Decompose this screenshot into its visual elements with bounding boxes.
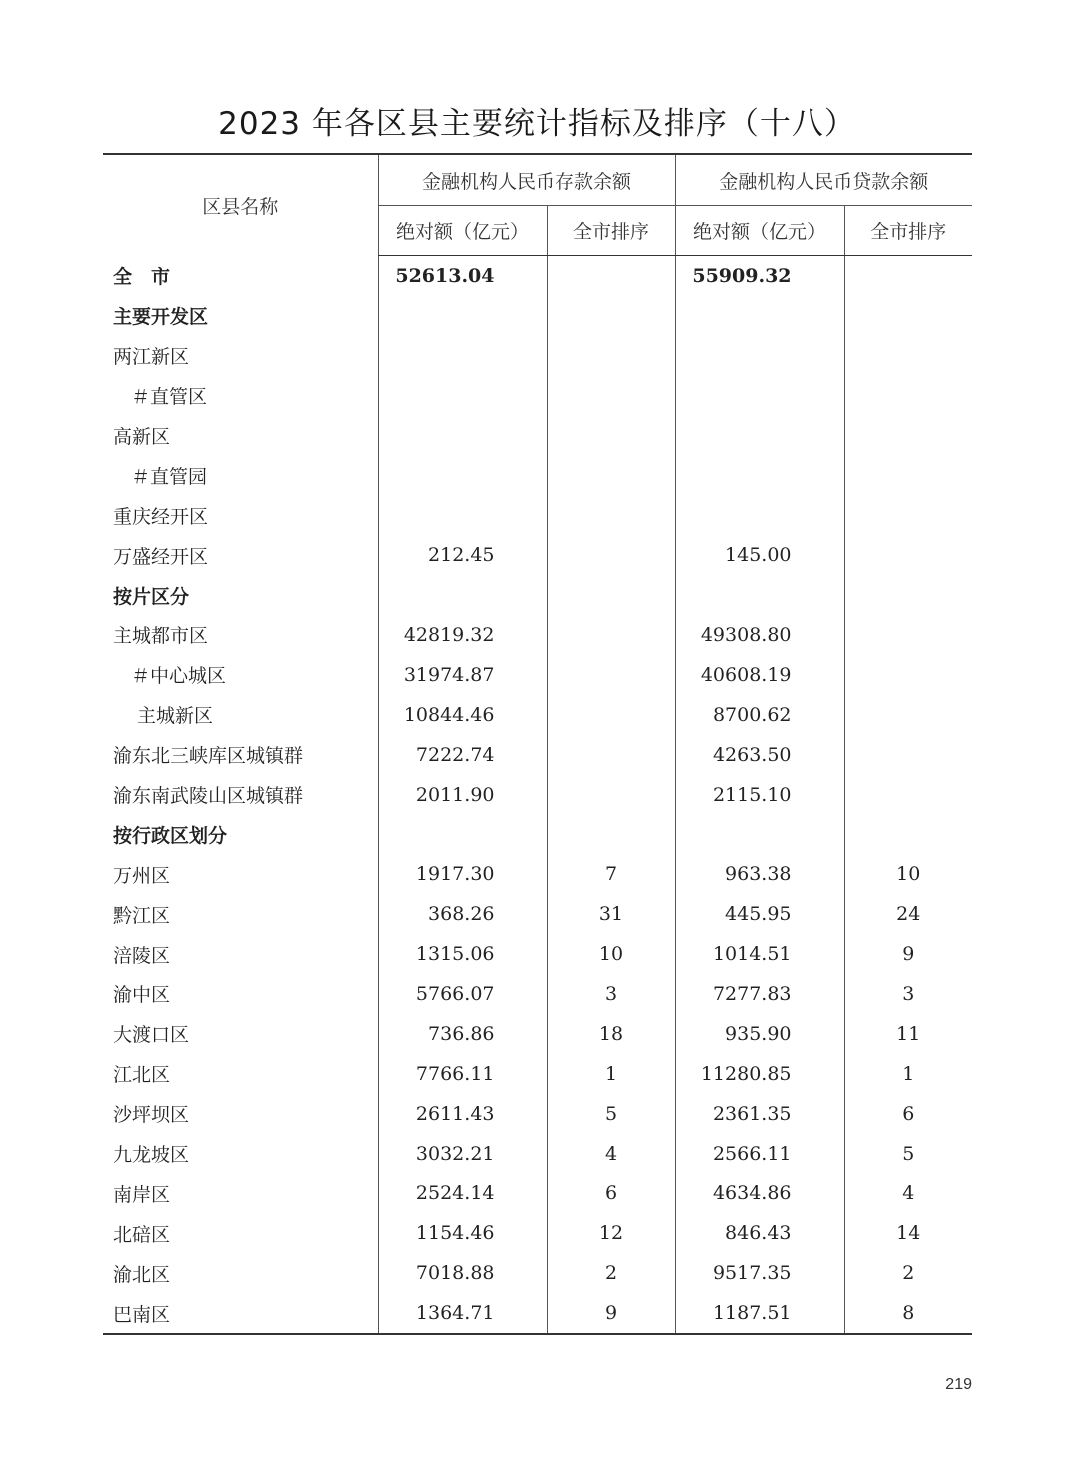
deposit-rank-cell (547, 455, 675, 495)
loan-amount-cell: 40608.19 (675, 655, 844, 695)
deposit-rank-cell (547, 575, 675, 615)
loan-group-header: 金融机构人民币贷款余额 (675, 154, 972, 206)
loan-rank-cell (844, 814, 972, 854)
deposit-rank-cell: 12 (547, 1213, 675, 1253)
loan-rank-cell: 3 (844, 974, 972, 1014)
loan-amount-cell (675, 416, 844, 456)
loan-amount-cell: 445.95 (675, 894, 844, 934)
deposit-amount-cell: 7018.88 (378, 1253, 547, 1293)
deposit-rank-cell (547, 535, 675, 575)
deposit-amount-cell: 52613.04 (378, 256, 547, 296)
deposit-amount-cell (378, 455, 547, 495)
loan-rank-cell (844, 655, 972, 695)
district-name-cell: 渝东北三峡库区城镇群 (113, 745, 304, 768)
loan-amount-cell: 4263.50 (675, 735, 844, 775)
loan-rank-cell: 1 (844, 1054, 972, 1094)
loan-rank-cell (844, 296, 972, 336)
deposit-rank-cell: 7 (547, 854, 675, 894)
loan-rank-cell (844, 455, 972, 495)
deposit-rank-cell: 6 (547, 1173, 675, 1213)
loan-rank-header: 全市排序 (844, 206, 972, 256)
district-name-cell: 主城都市区 (113, 625, 209, 648)
loan-amount-cell: 4634.86 (675, 1173, 844, 1213)
deposit-rank-cell (547, 814, 675, 854)
loan-rank-cell: 9 (844, 934, 972, 974)
deposit-amount-cell: 2524.14 (378, 1173, 547, 1213)
district-name-cell: 按行政区划分 (113, 824, 228, 847)
district-name-cell: 南岸区 (113, 1183, 171, 1206)
deposit-amount-cell: 7766.11 (378, 1054, 547, 1094)
loan-rank-cell: 5 (844, 1134, 972, 1174)
district-name-cell: 主城新区 (137, 705, 214, 728)
loan-amount-cell: 2115.10 (675, 775, 844, 815)
table-row (103, 854, 972, 894)
deposit-rank-cell (547, 296, 675, 336)
district-name-cell: 主要开发区 (113, 306, 209, 329)
loan-amount-cell: 8700.62 (675, 695, 844, 735)
table-row (103, 535, 972, 575)
deposit-rank-cell: 31 (547, 894, 675, 934)
deposit-amount-cell: 31974.87 (378, 655, 547, 695)
loan-abs-header: 绝对额（亿元） (675, 206, 844, 256)
table-row (103, 775, 972, 815)
loan-rank-cell (844, 735, 972, 775)
district-name-cell: ＃直管园 (131, 465, 208, 488)
loan-amount-cell (675, 814, 844, 854)
deposit-rank-cell (547, 336, 675, 376)
district-name-cell: 渝东南武陵山区城镇群 (113, 785, 304, 808)
district-name-cell: 北碚区 (113, 1223, 171, 1246)
district-name-cell: 按片区分 (113, 585, 190, 608)
loan-amount-cell (675, 376, 844, 416)
loan-rank-cell: 11 (844, 1014, 972, 1054)
table-row (103, 974, 972, 1014)
deposit-amount-cell: 1315.06 (378, 934, 547, 974)
loan-rank-cell (844, 336, 972, 376)
loan-rank-cell: 2 (844, 1253, 972, 1293)
table-row (103, 1293, 972, 1334)
district-name-cell: 两江新区 (113, 346, 190, 369)
loan-rank-cell: 4 (844, 1173, 972, 1213)
district-name-cell: ＃中心城区 (131, 665, 227, 688)
deposit-rank-cell: 1 (547, 1054, 675, 1094)
table-row (103, 416, 972, 456)
loan-amount-cell (675, 336, 844, 376)
loan-amount-cell (675, 296, 844, 336)
district-name-cell: 九龙坡区 (113, 1144, 190, 1167)
table-row (103, 695, 972, 735)
loan-rank-cell (844, 695, 972, 735)
deposit-amount-cell: 7222.74 (378, 735, 547, 775)
deposit-amount-cell: 2011.90 (378, 775, 547, 815)
deposit-amount-cell: 1154.46 (378, 1213, 547, 1253)
table-row (103, 1054, 972, 1094)
deposit-amount-cell: 10844.46 (378, 695, 547, 735)
table-row (103, 814, 972, 854)
deposit-rank-cell: 2 (547, 1253, 675, 1293)
table-row (103, 455, 972, 495)
loan-rank-cell (844, 575, 972, 615)
page-title: 2023 年各区县主要统计指标及排序（十八） (218, 106, 856, 142)
district-name-cell: 涪陵区 (113, 944, 171, 967)
loan-rank-cell: 8 (844, 1293, 972, 1334)
district-name-cell: 沙坪坝区 (113, 1104, 190, 1127)
table-row (103, 1173, 972, 1213)
district-name-cell: 高新区 (113, 426, 171, 448)
deposit-rank-header: 全市排序 (547, 206, 675, 256)
district-name-cell: 黔江区 (113, 904, 171, 927)
loan-rank-cell (844, 775, 972, 815)
deposit-rank-cell: 10 (547, 934, 675, 974)
loan-amount-cell: 145.00 (675, 535, 844, 575)
deposit-amount-cell: 1364.71 (378, 1293, 547, 1334)
loan-rank-cell: 14 (844, 1213, 972, 1253)
loan-amount-cell: 846.43 (675, 1213, 844, 1253)
district-name-cell: 巴南区 (103, 1293, 378, 1334)
loan-amount-cell: 2361.35 (675, 1094, 844, 1134)
table-body (103, 256, 972, 1335)
table-row (103, 336, 972, 376)
deposit-amount-cell: 2611.43 (378, 1094, 547, 1134)
deposit-rank-cell: 4 (547, 1134, 675, 1174)
loan-amount-cell: 1187.51 (675, 1293, 844, 1334)
district-name-header: 区县名称 (103, 154, 378, 256)
loan-amount-cell: 9517.35 (675, 1253, 844, 1293)
table-row (103, 615, 972, 655)
deposit-rank-cell: 18 (547, 1014, 675, 1054)
deposit-amount-cell: 3032.21 (378, 1134, 547, 1174)
deposit-rank-cell (547, 655, 675, 695)
loan-amount-cell: 7277.83 (675, 974, 844, 1014)
table-row (103, 894, 972, 934)
deposit-rank-cell (547, 416, 675, 456)
deposit-rank-cell (547, 735, 675, 775)
loan-amount-cell (675, 495, 844, 535)
page-number: 219 (945, 1376, 972, 1393)
table-row (103, 495, 972, 535)
deposit-rank-cell (547, 695, 675, 735)
table-row (103, 934, 972, 974)
table-row (103, 1213, 972, 1253)
loan-rank-cell: 6 (844, 1094, 972, 1134)
loan-rank-cell (844, 376, 972, 416)
district-name-cell: 万州区 (113, 864, 171, 887)
table-row (103, 735, 972, 775)
loan-amount-cell: 935.90 (675, 1014, 844, 1054)
district-name-cell: 渝北区 (113, 1263, 171, 1286)
loan-amount-cell (675, 575, 844, 615)
deposit-amount-cell: 1917.30 (378, 854, 547, 894)
deposit-amount-cell (378, 336, 547, 376)
deposit-rank-cell (547, 495, 675, 535)
district-name-cell: ＃直管区 (131, 386, 208, 409)
deposit-amount-cell: 212.45 (378, 535, 547, 575)
district-name-cell: 重庆经开区 (113, 505, 209, 528)
table-row (103, 1253, 972, 1293)
deposit-rank-cell: 5 (547, 1094, 675, 1134)
deposit-rank-cell (547, 775, 675, 815)
loan-rank-cell (844, 256, 972, 296)
loan-amount-cell: 49308.80 (675, 615, 844, 655)
loan-rank-cell (844, 416, 972, 456)
deposit-rank-cell: 9 (547, 1293, 675, 1334)
table-row (103, 1014, 972, 1054)
table-row (103, 575, 972, 615)
deposit-amount-cell (378, 296, 547, 336)
loan-amount-cell: 55909.32 (675, 256, 844, 296)
table-row (103, 256, 972, 296)
table-row (103, 296, 972, 336)
district-name-cell: 渝中区 (113, 984, 171, 1007)
deposit-amount-cell: 5766.07 (378, 974, 547, 1014)
loan-rank-cell (844, 535, 972, 575)
loan-amount-cell: 11280.85 (675, 1054, 844, 1094)
deposit-abs-header: 绝对额（亿元） (378, 206, 547, 256)
district-name-cell: 万盛经开区 (113, 545, 209, 568)
loan-amount-cell: 2566.11 (675, 1134, 844, 1174)
deposit-rank-cell: 3 (547, 974, 675, 1014)
statistics-table (103, 153, 972, 1335)
loan-rank-cell (844, 615, 972, 655)
deposit-amount-cell (378, 416, 547, 456)
table-row (103, 655, 972, 695)
deposit-amount-cell (378, 376, 547, 416)
deposit-amount-cell (378, 495, 547, 535)
deposit-group-header: 金融机构人民币存款余额 (378, 154, 675, 206)
deposit-rank-cell (547, 256, 675, 296)
deposit-rank-cell (547, 376, 675, 416)
district-name-cell: 大渡口区 (113, 1024, 190, 1047)
table-row (103, 376, 972, 416)
loan-amount-cell: 1014.51 (675, 934, 844, 974)
loan-rank-cell: 24 (844, 894, 972, 934)
district-name-cell: 江北区 (113, 1064, 171, 1087)
loan-amount-cell: 963.38 (675, 854, 844, 894)
deposit-rank-cell (547, 615, 675, 655)
deposit-amount-cell: 42819.32 (378, 615, 547, 655)
loan-rank-cell: 10 (844, 854, 972, 894)
deposit-amount-cell (378, 575, 547, 615)
deposit-amount-cell: 368.26 (378, 894, 547, 934)
loan-amount-cell (675, 455, 844, 495)
district-name-cell: 全 市 (113, 266, 171, 289)
table-row (103, 1094, 972, 1134)
table-row (103, 1134, 972, 1174)
loan-rank-cell (844, 495, 972, 535)
deposit-amount-cell: 736.86 (378, 1014, 547, 1054)
deposit-amount-cell (378, 814, 547, 854)
table-header (103, 154, 972, 256)
